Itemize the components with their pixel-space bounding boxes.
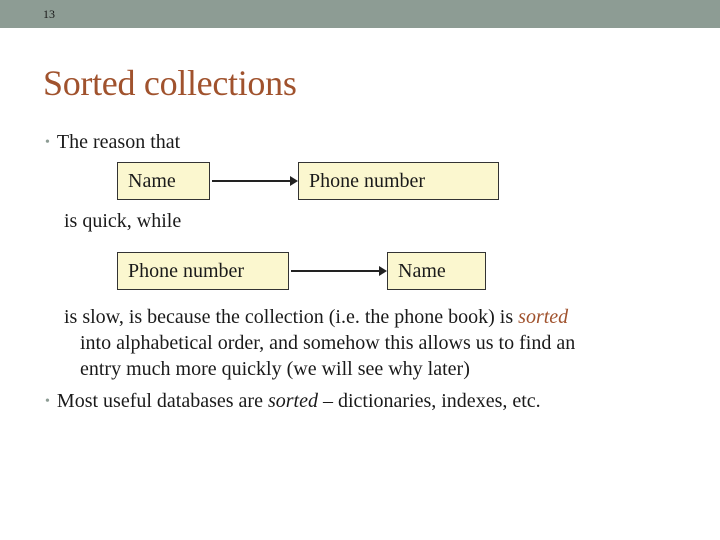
fast-text: is quick, while [64, 210, 182, 232]
slow-line-1 [64, 306, 568, 329]
slow-line-1-text: is slow, is because the collection (i.e. the phone book) is [64, 306, 519, 328]
bullet-1 [45, 131, 180, 154]
bullet-1-text: The reason that [56, 131, 181, 153]
top-bar [0, 0, 720, 28]
bullet-icon: • [45, 135, 50, 150]
slow-line-2: into alphabetical order, and somehow this allows us to find an [80, 332, 576, 354]
slow-line-3: entry much more quickly (we will see why later) [80, 358, 470, 380]
bullet-2-suffix: – dictionaries, indexes, etc. [317, 390, 541, 412]
diagram2-right-label: Name [398, 259, 446, 282]
sorted-emphasis: sorted [518, 306, 569, 328]
diagram1-name-box [117, 162, 210, 200]
bullet-2-emphasis: sorted [267, 390, 318, 412]
bullet-2 [45, 390, 541, 413]
diagram1-phone-box [298, 162, 499, 200]
diagram1-right-label: Phone number [309, 169, 426, 192]
diagram2-name-box [387, 252, 486, 290]
bullet-icon: • [45, 394, 50, 409]
slide-number: 13 [43, 7, 55, 21]
diagram2-left-label: Phone number [128, 259, 245, 282]
slide-title: Sorted collections [43, 63, 297, 103]
diagram1-left-label: Name [128, 169, 176, 192]
diagram2-arrow-icon [291, 270, 385, 272]
bullet-2-prefix: Most useful databases are [56, 390, 268, 412]
diagram1-arrow-icon [212, 180, 296, 182]
diagram2-phone-box [117, 252, 289, 290]
